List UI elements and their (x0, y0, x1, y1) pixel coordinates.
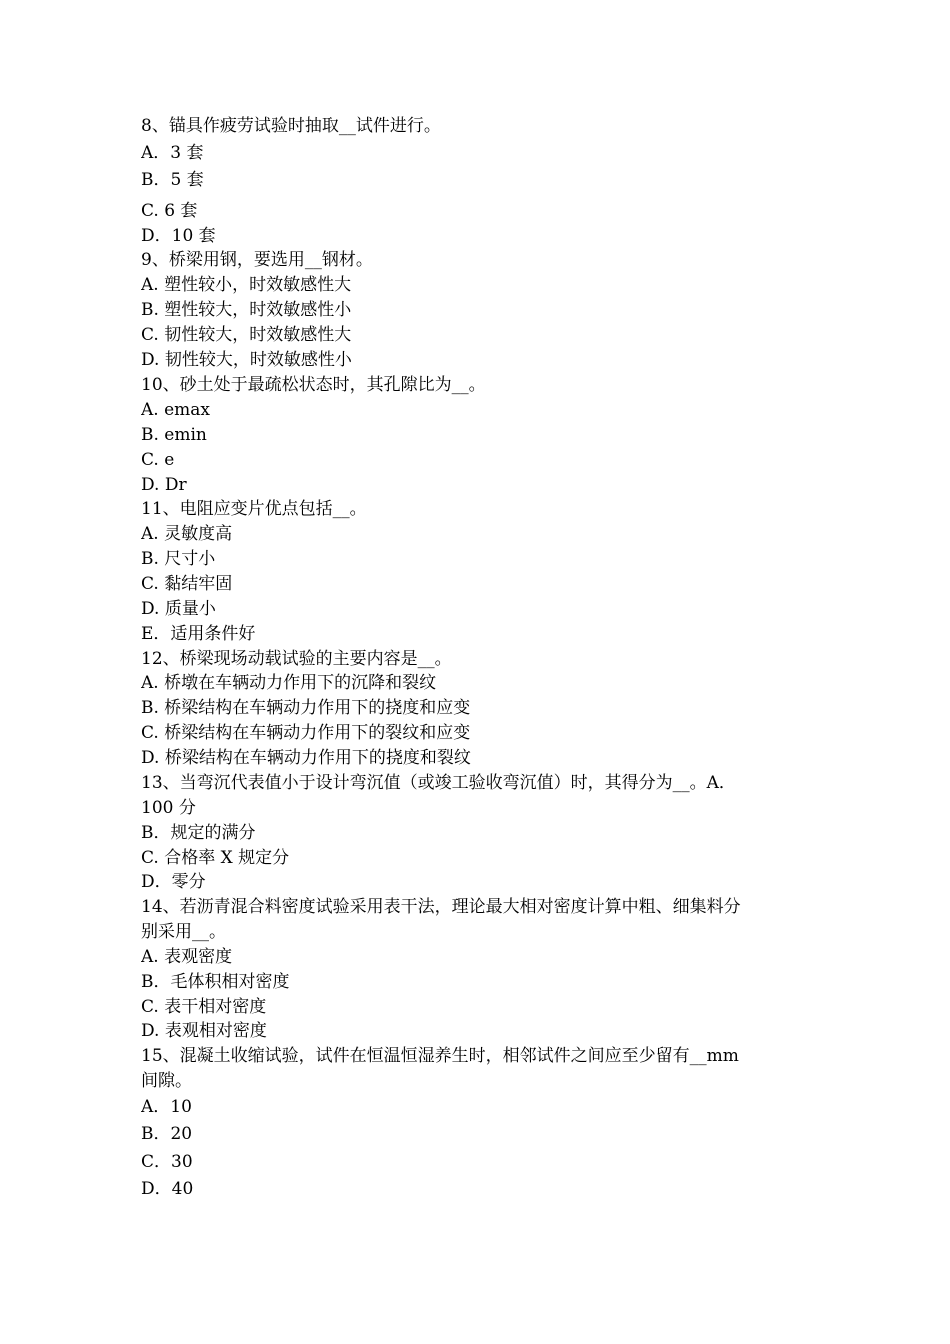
question-8-option-b: B．5 套 (141, 170, 204, 190)
question-14-option-a: A. 表观密度 (141, 947, 233, 967)
question-10-option-a: A. emax (141, 400, 210, 420)
question-11-option-b: B. 尺寸小 (141, 549, 216, 569)
question-11-stem: 11、电阻应变片优点包括__。 (141, 499, 367, 519)
question-15-stem-line-2: 间隙。 (141, 1071, 192, 1091)
question-11-option-c: C. 黏结牢固 (141, 574, 233, 594)
question-15-option-a: A．10 (141, 1097, 192, 1117)
question-14-option-b: B．毛体积相对密度 (141, 972, 290, 992)
question-13-stem-line-1: 13、当弯沉代表值小于设计弯沉值（或竣工验收弯沉值）时，其得分为__。A． (141, 773, 736, 793)
question-14-stem-line-2: 别采用__。 (141, 922, 226, 942)
question-8-option-c: C. 6 套 (141, 201, 198, 221)
question-13-option-b: B．规定的满分 (141, 823, 256, 843)
question-12-option-a: A. 桥墩在车辆动力作用下的沉降和裂纹 (141, 673, 437, 693)
question-12-option-c: C. 桥梁结构在车辆动力作用下的裂纹和应变 (141, 723, 471, 743)
question-10-option-b: B. emin (141, 425, 207, 445)
question-10-stem: 10、砂土处于最疏松状态时，其孔隙比为__。 (141, 375, 486, 395)
question-15-option-c: C．30 (141, 1152, 193, 1172)
question-8-option-d: D．10 套 (141, 226, 216, 246)
question-15-option-d: D．40 (141, 1179, 194, 1199)
question-9-option-c: C. 韧性较大，时效敏感性大 (141, 325, 352, 345)
question-11-option-a: A. 灵敏度高 (141, 524, 233, 544)
question-12-option-d: D. 桥梁结构在车辆动力作用下的挠度和裂纹 (141, 748, 471, 768)
question-12-option-b: B. 桥梁结构在车辆动力作用下的挠度和应变 (141, 698, 471, 718)
question-10-option-c: C. e (141, 450, 175, 470)
question-8-option-a: A．3 套 (141, 143, 204, 163)
question-9-option-d: D. 韧性较大，时效敏感性小 (141, 350, 352, 370)
question-8-stem: 8、锚具作疲劳试验时抽取__试件进行。 (141, 116, 441, 136)
question-15-option-b: B．20 (141, 1124, 193, 1144)
question-13-option-d: D．零分 (141, 872, 206, 892)
question-12-stem: 12、桥梁现场动载试验的主要内容是__。 (141, 649, 452, 669)
question-15-stem-line-1: 15、混凝土收缩试验，试件在恒温恒湿养生时，相邻试件之间应至少留有__mm (141, 1046, 739, 1066)
question-9-option-b: B. 塑性较大，时效敏感性小 (141, 300, 352, 320)
question-9-stem: 9、桥梁用钢，要选用__钢材。 (141, 250, 373, 270)
question-10-option-d: D. Dr (141, 475, 187, 495)
question-11-option-e: E．适用条件好 (141, 624, 256, 644)
question-14-option-d: D. 表观相对密度 (141, 1021, 267, 1041)
question-11-option-d: D. 质量小 (141, 599, 216, 619)
question-14-option-c: C. 表干相对密度 (141, 997, 267, 1017)
question-9-option-a: A. 塑性较小，时效敏感性大 (141, 275, 352, 295)
question-14-stem-line-1: 14、若沥青混合料密度试验采用表干法，理论最大相对密度计算中粗、细集料分 (141, 897, 741, 917)
question-13-option-c: C. 合格率 X 规定分 (141, 848, 290, 868)
question-13-stem-line-2: 100 分 (141, 798, 196, 818)
